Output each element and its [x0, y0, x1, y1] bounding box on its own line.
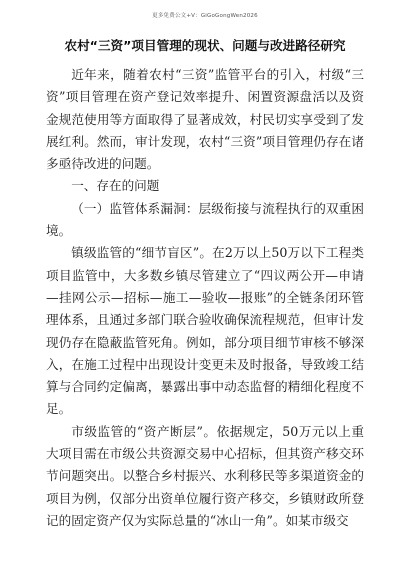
subsection-heading: （一）监管体系漏洞：层级衔接与流程执行的双重困境。	[46, 200, 364, 239]
intro-paragraph: 近年来，随着农村“三资”监管平台的引入，村级“三资”项目管理在资产登记效率提升、闲置资源盘活以及资金规范使用等方面取得了显著成效，村民切实享受到了发展红利。然而，审计发现，农村“三资”项目管理仍存在诸多亟待改进的问题。	[46, 67, 364, 172]
body-paragraph-town-supervision: 镇级监管的“细节盲区”。在2万以上50万以下工程类项目监管中，大多数乡镇尽管建立了“四议两公开—申请—挂网公示—招标—施工—验收—报账”的全链条闭环管理体系，且通过多部门联合验收确保流程规范，但审计发现仍存在隐蔽监管死角。例如，部分项目细节审核不够深入，在施工过程中出现设计变更未及时报备，导致竣工结算与合同约定偏离，暴露出事中动态监督的精细化程度不足。	[46, 245, 364, 417]
document-title: 农村“三资”项目管理的现状、问题与改进路径研究	[64, 38, 346, 53]
section-heading: 一、存在的问题	[71, 178, 160, 194]
promo-header: 更多免费公文+V：GiGoGongWen2026	[152, 13, 258, 19]
body-paragraph-city-supervision: 市级监管的“资产断层”。依据规定，50万元以上重大项目需在市级公共资源交易中心招标，但其资产移交环节问题突出。以整合乡村振兴、水利移民等多渠道资金的项目为例，仅部分出资单位履行资产移交，乡镇财政所登记的固定资产仅为实际总量的“冰山一角”。如某市级交	[46, 423, 364, 528]
